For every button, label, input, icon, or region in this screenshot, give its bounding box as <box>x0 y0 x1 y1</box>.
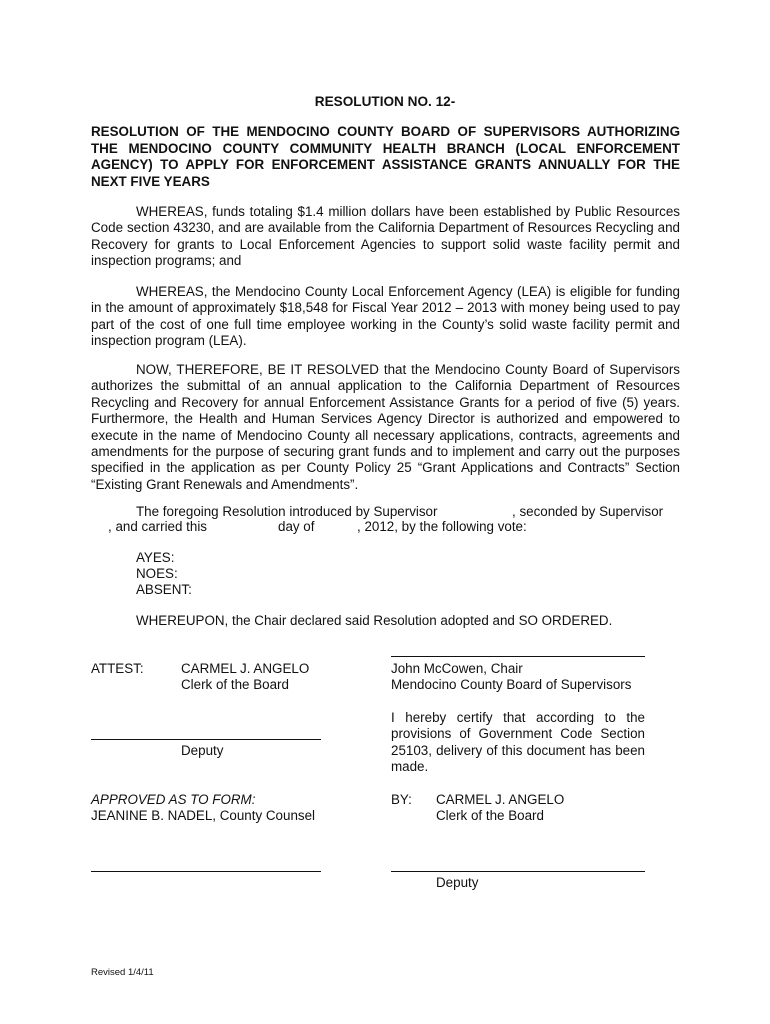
chair-title: Mendocino County Board of Supervisors <box>391 677 632 692</box>
whereupon-text: WHEREUPON, the Chair declared said Resolution adopted and SO ORDERED. <box>136 613 613 628</box>
revised-footer: Revised 1/4/11 <box>91 967 154 978</box>
counsel-signature-line <box>91 871 321 872</box>
noes-label: NOES: <box>136 566 178 581</box>
clerk-title: Clerk of the Board <box>181 677 289 692</box>
chair-name: John McCowen, Chair <box>391 661 523 676</box>
paragraph-now-therefore <box>91 362 680 493</box>
by-name: CARMEL J. ANGELO <box>436 792 565 807</box>
county-counsel: JEANINE B. NADEL, County Counsel <box>91 808 316 823</box>
clerk-deputy-signature-line <box>391 871 645 872</box>
paragraph-1-text: WHEREAS, funds totaling $1.4 million dollars have been established by Public Resources Code section 43230, and are available from the California Department of Resources Recycling and Recovery for grants to Local Enforcement Agencies to support solid waste facility permit and inspection programs; and <box>91 204 680 269</box>
paragraph-whereas-lea <box>91 284 680 350</box>
clerk-name: CARMEL J. ANGELO <box>181 661 310 676</box>
document-title: RESOLUTION NO. 12- <box>314 94 456 109</box>
vote-introduced-text: The foregoing Resolution introduced by Supervisor <box>136 504 438 519</box>
attest-label: ATTEST: <box>91 661 144 676</box>
chair-signature-line <box>391 656 645 657</box>
resolution-heading: RESOLUTION OF THE MENDOCINO COUNTY BOARD OF SUPERVISORS AUTHORIZING THE MENDOCINO COUNTY COMMUNITY HEALTH BRANCH (LOCAL ENFORCEMENT AGENCY) TO APPLY FOR ENFORCEMENT ASSISTANCE GRANTS ANNUALLY FOR THE NEXT FIVE YEARS <box>91 124 680 189</box>
deputy-label: Deputy <box>181 743 224 758</box>
paragraph-2-text: WHEREAS, the Mendocino County Local Enforcement Agency (LEA) is eligible for funding in the amount of approximately $18,548 for Fiscal Year 2012 – 2013 with money being used to pay part of the cost of one full time employee working in the County’s solid waste facility permit and inspection program (LEA). <box>91 284 680 349</box>
deputy-label-2: Deputy <box>436 875 479 890</box>
certify-text: I hereby certify that according to the provisions of Government Code Section 25103, delivery of this document has been made. <box>391 710 645 775</box>
paragraph-3-text: NOW, THEREFORE, BE IT RESOLVED that the Mendocino County Board of Supervisors authorizes the submittal of an annual application to the California Department of Resources Recycling and Recovery for annual Enforcement Assistance Grants for a period of five (5) years. Furthermore, the Health and Human Services Agency Director is authorized and empowered to execute in the name of Mendocino County all necessary applications, contracts, agreements and amendments for the purpose of securing grant funds and to implement and carry out the purposes specified in the application as per County Policy 25 “Grant Applications and Contracts” Section “Existing Grant Renewals and Amendments”. <box>91 362 680 492</box>
deputy-signature-line <box>91 739 321 740</box>
by-label: BY: <box>391 792 412 807</box>
ayes-label: AYES: <box>136 550 175 565</box>
vote-year-text: , 2012, by the following vote: <box>357 519 527 534</box>
paragraph-whereas-funds <box>91 204 680 270</box>
by-title: Clerk of the Board <box>436 808 544 823</box>
vote-carried-text: , and carried this <box>108 519 207 534</box>
vote-dayof-text: day of <box>278 519 315 534</box>
approved-as-to-form: APPROVED AS TO FORM: <box>91 792 256 807</box>
absent-label: ABSENT: <box>136 582 192 597</box>
vote-seconded-text: , seconded by Supervisor <box>512 504 664 519</box>
